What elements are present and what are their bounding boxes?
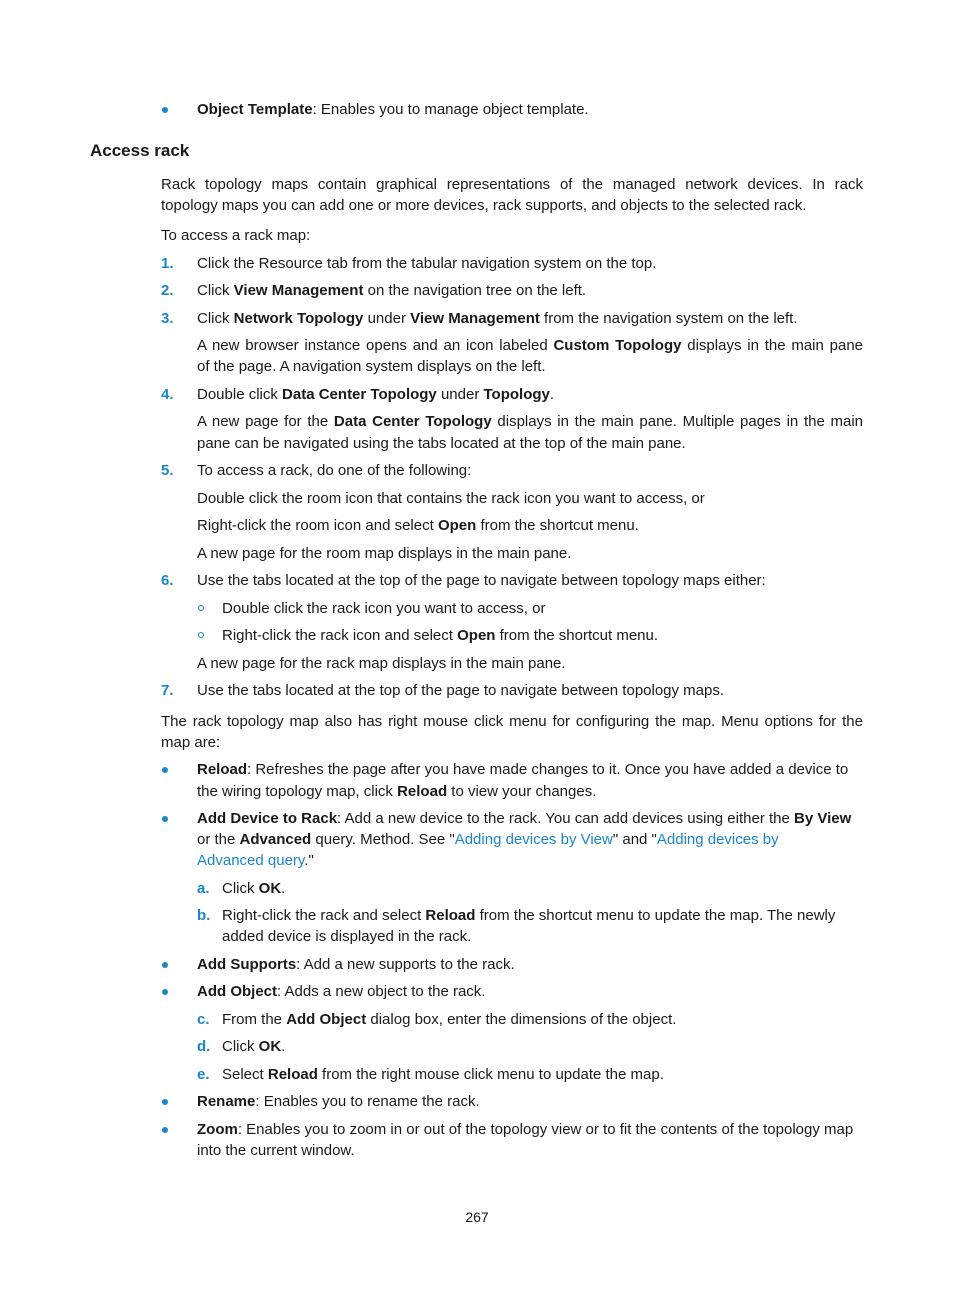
step-4-note-line-2: pane can be navigated using the tabs located at the top of the main pane. <box>197 435 686 452</box>
step-3-text: Click Network Topology under View Management from the navigation system on the left. <box>197 310 798 327</box>
intro-line-1: Rack topology maps contain graphical representations of the managed network devices. In rack <box>161 176 863 193</box>
step-number: 5. <box>161 462 174 479</box>
sub-step-a-text: Click OK. <box>222 880 286 897</box>
step-6-option-b: Right-click the rack icon and select Open from the shortcut menu. <box>222 627 659 644</box>
step-5-text: To access a rack, do one of the following: <box>197 462 472 479</box>
page-number: 267 <box>465 1209 489 1225</box>
menu-rename: Rename: Enables you to rename the rack. <box>197 1093 480 1110</box>
sub-step-d-text: Click OK. <box>222 1038 286 1055</box>
to-access-text: To access a rack map: <box>161 227 311 244</box>
menu-reload-line-1: Reload: Refreshes the page after you have made changes to it. Once you have added a device to <box>197 761 849 778</box>
sub-step-c-text: From the Add Object dialog box, enter the dimensions of the object. <box>222 1011 677 1028</box>
step-4-text: Double click Data Center Topology under Topology. <box>197 386 555 403</box>
bullet-icon <box>162 989 168 995</box>
section-title: Access rack <box>90 141 190 160</box>
step-6-option-a: Double click the rack icon you want to access, or <box>222 600 546 617</box>
step-7-text: Use the tabs located at the top of the page to navigate between topology maps. <box>197 682 725 699</box>
step-6-text: Use the tabs located at the top of the page to navigate between topology maps either: <box>197 572 766 589</box>
sub-step-letter: e. <box>197 1066 210 1083</box>
bullet-icon <box>162 767 168 773</box>
sub-step-letter: a. <box>197 880 210 897</box>
menu-add-device-line-2: or the Advanced query. Method. See "Adding devices by View" and "Adding devices by <box>197 831 779 848</box>
circle-bullet-icon <box>198 605 204 611</box>
sub-step-b-line-2: added device is displayed in the rack. <box>222 928 472 945</box>
bullet-icon <box>162 962 168 968</box>
menu-reload-line-2: the wiring topology map, click Reload to view your changes. <box>197 783 597 800</box>
menu-intro-line-2: map are: <box>161 734 221 751</box>
menu-add-device-line-1: Add Device to Rack: Add a new device to the rack. You can add devices using either the By View <box>197 810 852 827</box>
step-number: 7. <box>161 682 174 699</box>
step-6-note: A new page for the rack map displays in the main pane. <box>197 655 566 672</box>
bullet-icon <box>162 1099 168 1105</box>
step-number: 2. <box>161 282 174 299</box>
adding-devices-by-view-link[interactable]: Adding devices by View <box>454 831 613 848</box>
menu-zoom-line-1: Zoom: Enables you to zoom in or out of the topology view or to fit the contents of the topology map <box>197 1121 854 1138</box>
step-number: 4. <box>161 386 174 403</box>
step-5-note: A new page for the room map displays in the main pane. <box>197 545 572 562</box>
menu-intro-line-1: The rack topology map also has right mouse click menu for configuring the map. Menu options for the <box>161 713 863 730</box>
step-1-text: Click the Resource tab from the tabular navigation system on the top. <box>197 255 657 272</box>
circle-bullet-icon <box>198 632 204 638</box>
sub-step-letter: b. <box>197 907 211 924</box>
step-number: 6. <box>161 572 174 589</box>
menu-zoom-line-2: into the current window. <box>197 1142 355 1159</box>
sub-step-letter: d. <box>197 1038 211 1055</box>
step-3-note-line-2: of the page. A navigation system displays on the left. <box>197 358 546 375</box>
step-number: 1. <box>161 255 174 272</box>
step-3-note-line-1: A new browser instance opens and an icon labeled Custom Topology displays in the main pane <box>197 337 864 354</box>
step-2-text: Click View Management on the navigation tree on the left. <box>197 282 587 299</box>
step-5-option-a: Double click the room icon that contains the rack icon you want to access, or <box>197 490 705 507</box>
bullet-object-template: Object Template: Enables you to manage object template. <box>197 101 589 118</box>
step-4-note-line-1: A new page for the Data Center Topology displays in the main pane. Multiple pages in the main <box>197 413 864 430</box>
menu-add-supports: Add Supports: Add a new supports to the rack. <box>197 956 515 973</box>
intro-line-2: topology maps you can add one or more devices, rack supports, and objects to the selected rack. <box>161 197 807 214</box>
adding-devices-by-advanced-link[interactable]: Adding devices by <box>656 831 779 848</box>
adding-devices-by-advanced-link[interactable]: Advanced query <box>197 852 305 869</box>
bullet-icon <box>162 816 168 822</box>
sub-step-e-text: Select Reload from the right mouse click menu to update the map. <box>222 1066 664 1083</box>
step-5-option-b: Right-click the room icon and select Open from the shortcut menu. <box>197 517 639 534</box>
step-number: 3. <box>161 310 174 327</box>
sub-step-b-line-1: Right-click the rack and select Reload from the shortcut menu to update the map. The newly <box>222 907 836 924</box>
bullet-icon <box>162 1127 168 1133</box>
sub-step-letter: c. <box>197 1011 210 1028</box>
bullet-icon <box>162 107 168 113</box>
menu-add-object: Add Object: Adds a new object to the rack. <box>197 983 486 1000</box>
menu-add-device-line-3: Advanced query." <box>197 852 314 869</box>
